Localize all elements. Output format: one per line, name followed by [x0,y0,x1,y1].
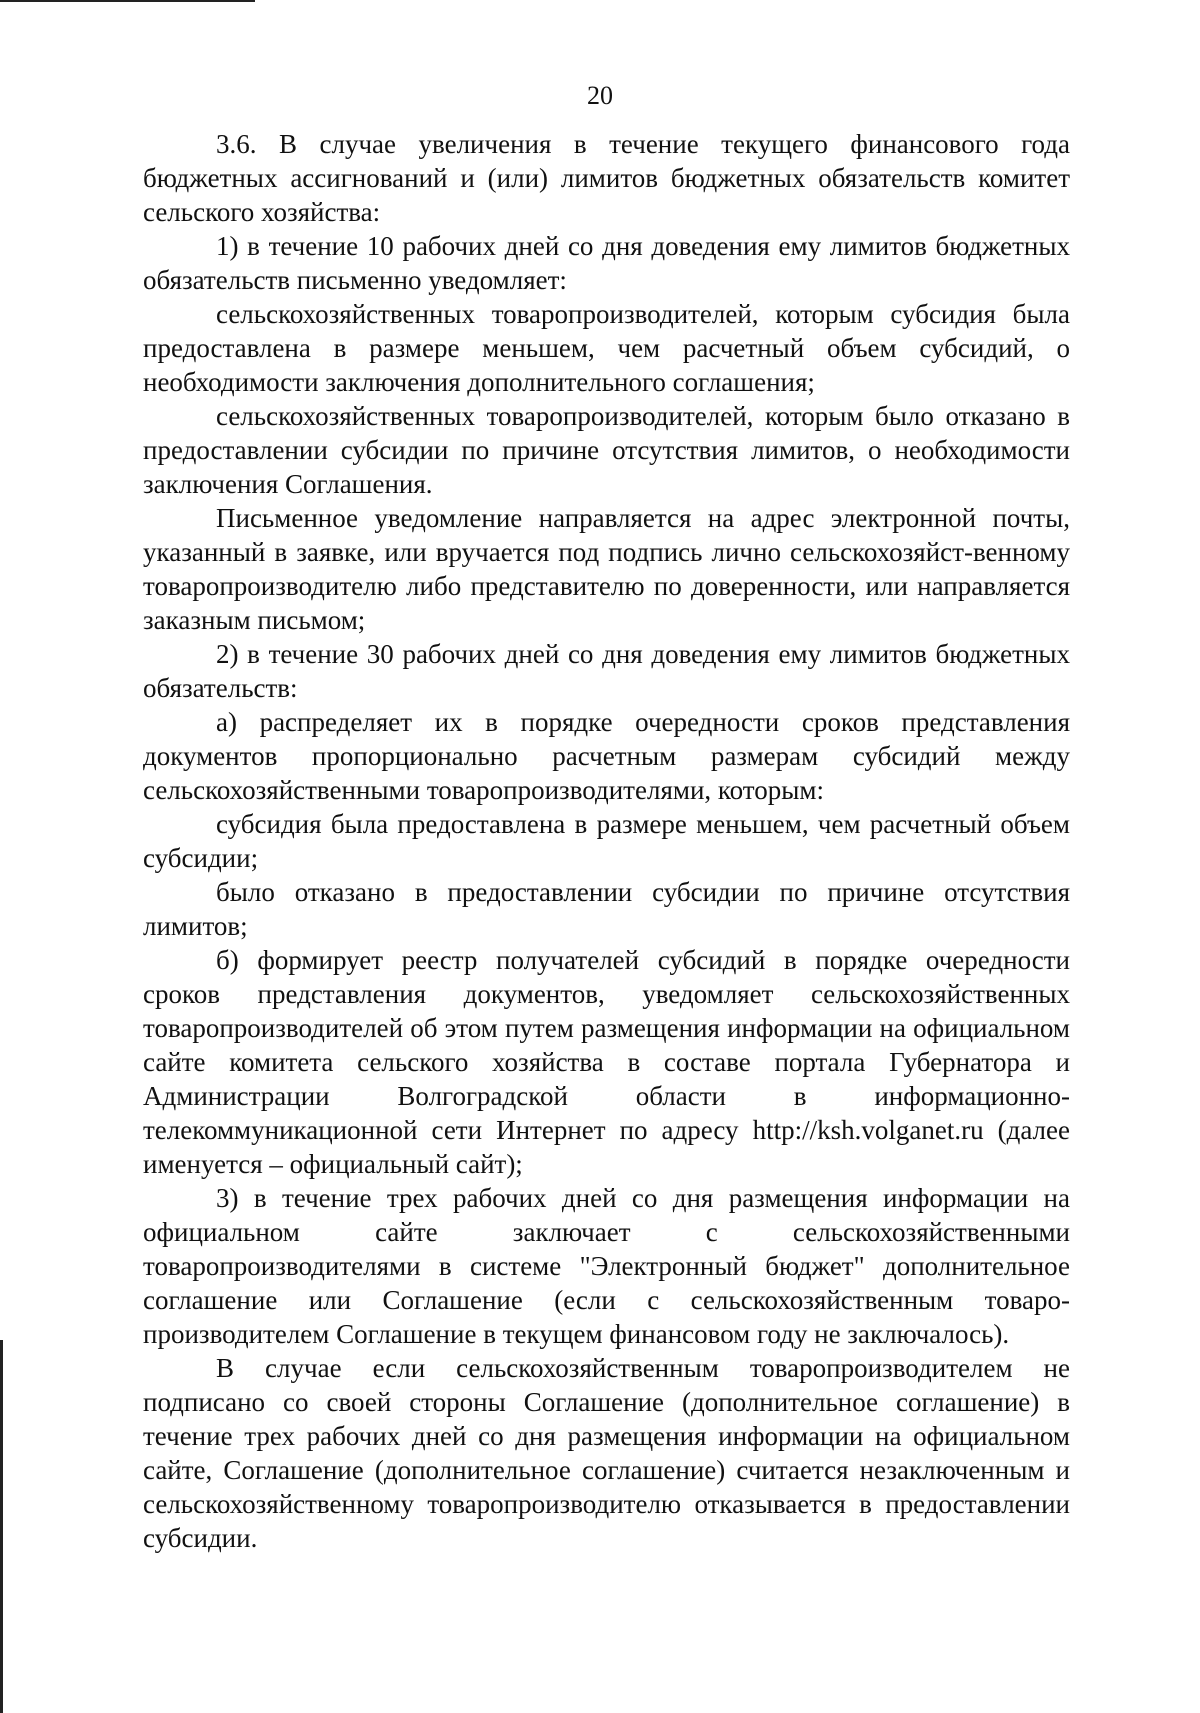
paragraph-written-notice: Письменное уведомление направляется на адрес электронной почты, указанный в заявке, или вручается под подпись лично сельскохозяйст-венному товаропроизводителю либо представителю по доверенности, или направляется заказным письмом; [143,503,1070,635]
paragraph-item-1: 1) в течение 10 рабочих дней со дня доведения ему лимитов бюджетных обязательств письменно уведомляет: [143,231,1070,295]
paragraph-item-3: 3) в течение трех рабочих дней со дня размещения информации на официальном сайте заключает с сельскохозяйственными товаропроизводителями в системе "Электронный бюджет" дополнительное соглашение или Соглашение (если с сельскохозяйственным товаро-производителем Соглашение в текущем финансовом году не заключалось). [143,1183,1070,1349]
document-body [143,127,1070,1555]
paragraph-reduced-subsidy: субсидия была предоставлена в размере меньшем, чем расчетный объем субсидии; [143,809,1070,873]
paragraph-3-6: 3.6. В случае увеличения в течение текущего финансового года бюджетных ассигнований и (или) лимитов бюджетных обязательств комитет сельского хозяйства: [143,129,1070,227]
scan-edge-mark-left [0,1340,3,1713]
page-number: 20 [587,81,613,110]
paragraph-item-2: 2) в течение 30 рабочих дней со дня доведения ему лимитов бюджетных обязательств: [143,639,1070,703]
paragraph-notify-refused: сельскохозяйственных товаропроизводителей, которым было отказано в предоставлении субсидии по причине отсутствия лимитов, о необходимости заключения Соглашения. [143,401,1070,499]
scan-edge-mark-top [0,0,255,2]
paragraph-refused-subsidy: было отказано в предоставлении субсидии по причине отсутствия лимитов; [143,877,1070,941]
paragraph-item-2b: б) формирует реестр получателей субсидий в порядке очередности сроков представления документов, уведомляет сельскохозяйственных товаропроизводителей об этом путем размещения информации на официальном сайте комитета сельского хозяйства в составе портала Губернатора и Администрации Волгоградской области в информационно-телекоммуникационной сети Интернет по адресу http://ksh.volganet.ru (далее именуется – официальный сайт); [143,945,1070,1179]
paragraph-unsigned-agreement: В случае если сельскохозяйственным товаропроизводителем не подписано со своей стороны Соглашение (дополнительное соглашение) в течение трех рабочих дней со дня размещения информации на официальном сайте, Соглашение (дополнительное соглашение) считается незаключенным и сельскохозяйственному товаропроизводителю отказывается в предоставлении субсидии. [143,1353,1070,1553]
paragraph-notify-reduced: сельскохозяйственных товаропроизводителей, которым субсидия была предоставлена в размере меньшем, чем расчетный объем субсидий, о необходимости заключения дополнительного соглашения; [143,299,1070,397]
paragraph-item-2a: а) распределяет их в порядке очередности сроков представления документов пропорционально расчетным размерам субсидий между сельскохозяйственными товаропроизводителями, которым: [143,707,1070,805]
